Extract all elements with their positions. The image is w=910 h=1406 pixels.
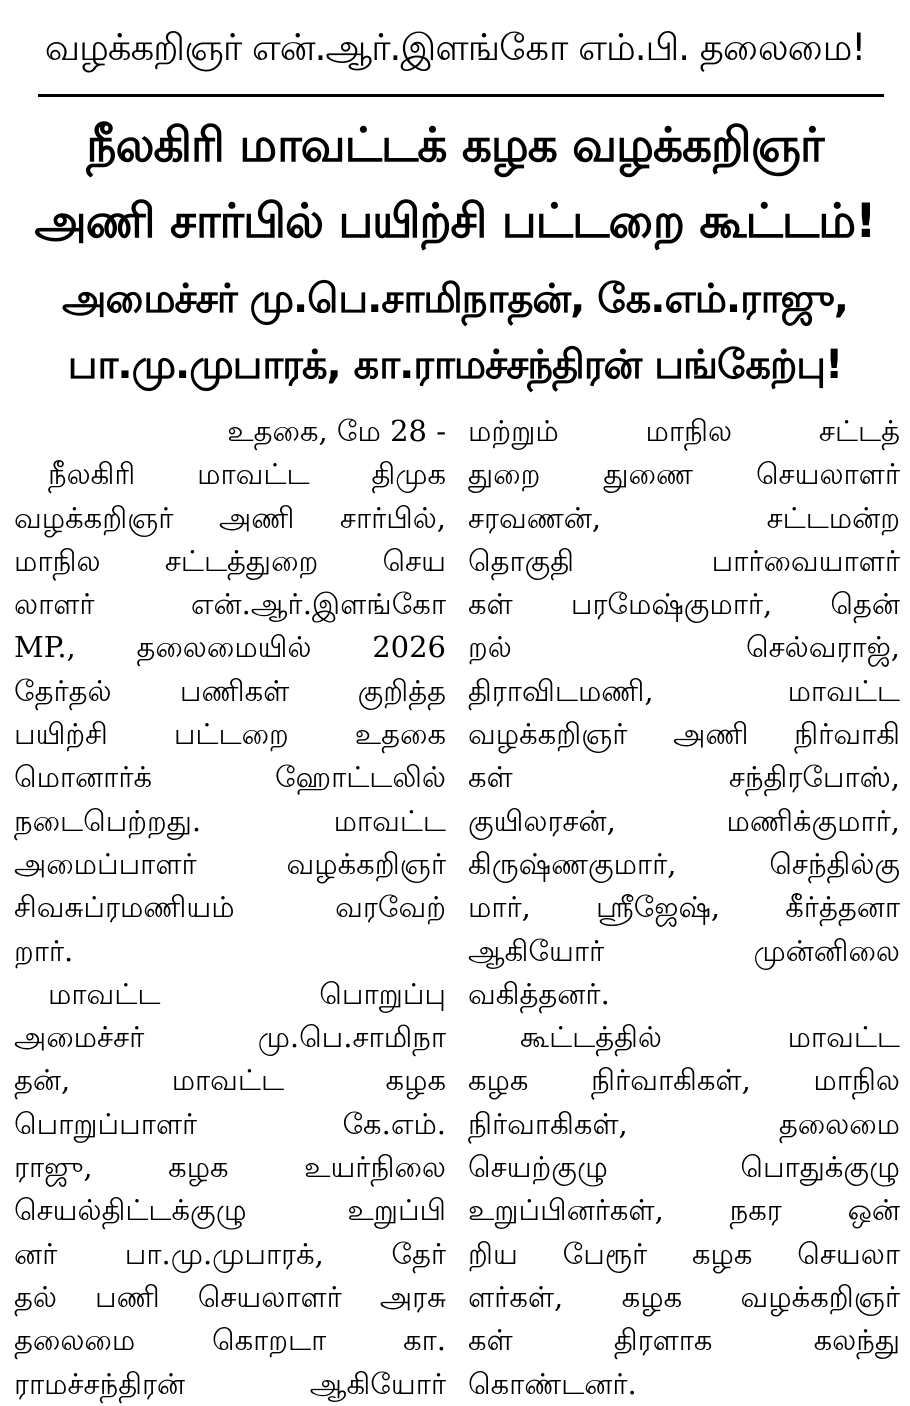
dateline: உதகை, மே 28 - (227, 414, 446, 448)
body-line: நடைபெற்றது. மாவட்ட (14, 803, 446, 838)
body-line: குயிலரசன், மணிக்குமார், (468, 803, 900, 838)
body-line: கழக நிர்வாகிகள், மாநில (468, 1063, 900, 1098)
body-line: திராவிடமணி, மாவட்ட (468, 673, 900, 708)
body-line: கள் திரளாக கலந்து (468, 1323, 900, 1358)
body-line: கொண்டனர். (468, 1366, 637, 1401)
subheadline-line-1: அமைச்சர் மு.பெ.சாமிநாதன், கே.எம்.ராஜு, (62, 276, 848, 322)
body-line: துறை துணை செயலாளர் (468, 457, 900, 492)
body-line: வழக்கறிஞர் அணி சார்பில், (14, 500, 446, 535)
body-line: கள் சந்திரபோஸ், (468, 760, 900, 795)
body-line: செயற்குழு பொதுக்குழு (468, 1150, 900, 1185)
body-line: செயல்திட்டக்குழு உறுப்பி (14, 1193, 446, 1228)
body-line: பொறுப்பாளர் கே.எம். (14, 1106, 446, 1141)
body-line: அமைப்பாளர் வழக்கறிஞர் (14, 846, 446, 881)
subheadline-line-2: பா.மு.முபாரக், கா.ராமச்சந்திரன் பங்கேற்பு! (67, 342, 843, 388)
body-line: தொகுதி பார்வையாளர் (468, 543, 900, 578)
body-line: லாளர் என்.ஆர்.இளங்கோ (14, 587, 446, 622)
body-line: பயிற்சி பட்டறை உதகை (14, 717, 446, 752)
headline-line-2: அணி சார்பில் பயிற்சி பட்டறை கூட்டம்! (34, 194, 876, 249)
divider-rule (38, 94, 884, 97)
body-line: நீலகிரி மாவட்ட திமுக (48, 457, 446, 492)
body-line: றிய பேரூர் கழக செயலா (468, 1236, 900, 1271)
body-line: மற்றும் மாநில சட்டத் (468, 414, 900, 448)
headline-line-1: நீலகிரி மாவட்டக் கழக வழக்கறிஞர் (86, 118, 824, 173)
body-line: உறுப்பினர்கள், நகர ஒன் (468, 1193, 900, 1228)
body-line: மொனார்க் ஹோட்டலில் (14, 760, 446, 795)
body-line: MP., தலைமையில் 2026 (14, 630, 446, 665)
body-line: கிருஷ்ணகுமார், செந்தில்கு (468, 846, 900, 881)
body-line: சரவணன், சட்டமன்ற (468, 500, 900, 535)
body-line: கூட்டத்தில் மாவட்ட (520, 1020, 900, 1055)
body-line: றார். (14, 933, 74, 968)
body-line: கள் பரமேஷ்குமார், தென் (468, 587, 900, 622)
body-line: தலைமை கொறடா கா. (14, 1323, 446, 1358)
body-line: தல் பணி செயலாளர் அரசு (14, 1279, 446, 1314)
body-line: னர் பா.மு.முபாரக், தேர் (14, 1236, 446, 1271)
body-line: ளர்கள், கழக வழக்கறிஞர் (468, 1279, 900, 1314)
body-line: ஆகியோர் முன்னிலை (468, 933, 900, 968)
body-line: மாவட்ட பொறுப்பு (48, 976, 446, 1011)
body-line: வகித்தனர். (468, 976, 610, 1011)
body-line: சிவசுப்ரமணியம் வரவேற் (14, 890, 446, 925)
body-line: ராமச்சந்திரன் ஆகியோர் (14, 1366, 446, 1401)
body-line: தேர்தல் பணிகள் குறித்த (14, 673, 446, 708)
article-left-column (14, 410, 446, 1406)
body-line: றல் செல்வராஜ், (468, 630, 900, 665)
body-line: மார், ஸ்ரீஜேஷ், கீர்த்தனா (468, 890, 900, 925)
body-line: மாநில சட்டத்துறை செய (14, 543, 446, 578)
body-line: நிர்வாகிகள், தலைமை (468, 1106, 900, 1141)
body-line: தன், மாவட்ட கழக (14, 1063, 446, 1098)
body-line: அமைச்சர் மு.பெ.சாமிநா (14, 1020, 446, 1055)
body-line: ராஜு, கழக உயர்நிலை (14, 1150, 446, 1185)
article-right-column (468, 410, 900, 1406)
kicker-headline: வழக்கறிஞர் என்.ஆர்.இளங்கோ எம்.பி. தலைமை! (44, 26, 866, 69)
body-line: வழக்கறிஞர் அணி நிர்வாகி (468, 717, 900, 752)
